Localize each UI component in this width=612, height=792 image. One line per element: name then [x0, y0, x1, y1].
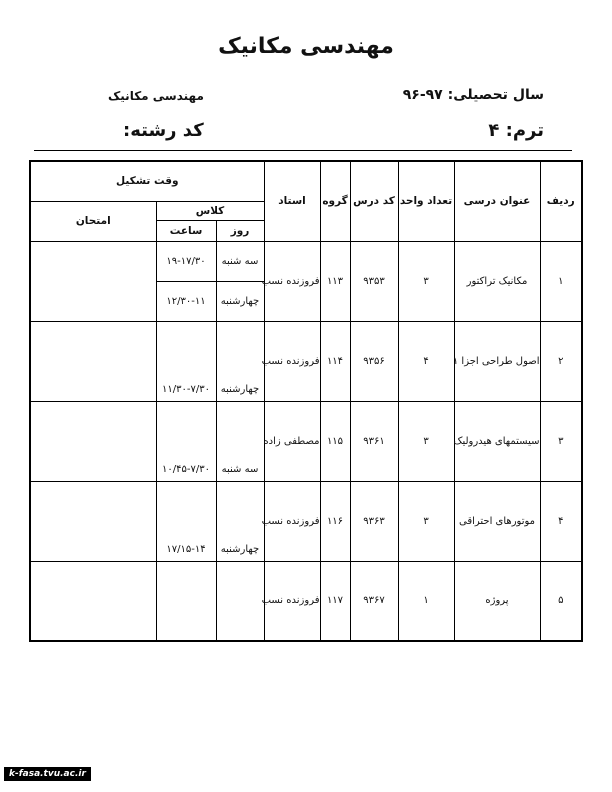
- course-title-cell: مکانیک تراکتور: [454, 241, 540, 321]
- session-time: ۱۰/۴۵-۷/۳۰: [156, 401, 216, 481]
- row-number-header: ردیف: [540, 161, 582, 241]
- instructor-cell: فروزنده نسب: [264, 561, 320, 641]
- header-row: [30, 161, 582, 201]
- units-cell: ۳: [398, 481, 454, 561]
- page-title: مهندسی مکانیک: [218, 34, 394, 59]
- row-number-cell: ۱: [540, 241, 582, 321]
- table-row: [30, 561, 582, 641]
- session-time: ۱۷/۱۵-۱۴: [156, 481, 216, 561]
- session-day: سه شنبه: [216, 401, 264, 481]
- course-title-cell: اصول طراحی اجزا ۱: [454, 321, 540, 401]
- session-time: ۱۱/۳۰-۷/۳۰: [156, 321, 216, 401]
- table-row: [30, 241, 582, 281]
- site-url: k-fasa.tvu.ac.ir: [4, 767, 91, 781]
- exam-cell: [30, 321, 156, 401]
- instructor-cell: فروزنده نسب: [264, 241, 320, 321]
- group-cell: ۱۱۵: [320, 401, 350, 481]
- course-code-cell: ۹۳۶۷: [350, 561, 398, 641]
- group-cell: ۱۱۴: [320, 321, 350, 401]
- units-cell: ۳: [398, 401, 454, 481]
- academic-year: سال تحصیلی: ۹۷-۹۶: [402, 87, 544, 103]
- exam-header: امتحان: [30, 201, 156, 241]
- instructor-header: استاد: [264, 161, 320, 241]
- course-title-cell: موتورهای احتراقی: [454, 481, 540, 561]
- units-header: تعداد واحد: [398, 161, 454, 241]
- course-title-cell: سیستمهای هیدرولیک: [454, 401, 540, 481]
- session-day: چهارشنبه: [216, 281, 264, 321]
- row-number-cell: ۳: [540, 401, 582, 481]
- row-number-cell: ۴: [540, 481, 582, 561]
- table-row: [30, 401, 582, 481]
- field-code-label: کد رشته:: [123, 120, 204, 141]
- session-time: [156, 561, 216, 641]
- time-header: ساعت: [156, 220, 216, 241]
- instructor-cell: فروزنده نسب: [264, 481, 320, 561]
- schedule-header: وقت تشکیل: [30, 161, 264, 201]
- course-code-cell: ۹۳۵۳: [350, 241, 398, 321]
- units-cell: ۱: [398, 561, 454, 641]
- course-code-header: کد درس: [350, 161, 398, 241]
- course-code-cell: ۹۳۶۱: [350, 401, 398, 481]
- major-name: مهندسی مکانیک: [108, 89, 204, 103]
- session-day: سه شنبه: [216, 241, 264, 281]
- instructor-cell: فروزنده نسب: [264, 321, 320, 401]
- exam-cell: [30, 241, 156, 321]
- exam-cell: [30, 561, 156, 641]
- units-cell: ۳: [398, 241, 454, 321]
- units-cell: ۴: [398, 321, 454, 401]
- session-day: چهارشنبه: [216, 321, 264, 401]
- header-divider: [34, 150, 572, 151]
- session-time: ۱۲/۳۰-۱۱: [156, 281, 216, 321]
- exam-cell: [30, 401, 156, 481]
- session-day: [216, 561, 264, 641]
- group-cell: ۱۱۶: [320, 481, 350, 561]
- course-code-cell: ۹۳۶۳: [350, 481, 398, 561]
- course-title-header: عنوان درسی: [454, 161, 540, 241]
- course-schedule-table: [29, 160, 583, 642]
- table-row: [30, 321, 582, 401]
- session-day: چهارشنبه: [216, 481, 264, 561]
- term-label: ترم: ۴: [488, 120, 544, 141]
- day-header: روز: [216, 220, 264, 241]
- group-cell: ۱۱۳: [320, 241, 350, 321]
- row-number-cell: ۲: [540, 321, 582, 401]
- row-number-cell: ۵: [540, 561, 582, 641]
- course-title-cell: پروژه: [454, 561, 540, 641]
- table-row: [30, 481, 582, 561]
- instructor-cell: مصطفی زاده: [264, 401, 320, 481]
- group-cell: ۱۱۷: [320, 561, 350, 641]
- class-header: کلاس: [156, 201, 264, 220]
- course-code-cell: ۹۳۵۶: [350, 321, 398, 401]
- session-time: ۱۹-۱۷/۳۰: [156, 241, 216, 281]
- group-header: گروه: [320, 161, 350, 241]
- exam-cell: [30, 481, 156, 561]
